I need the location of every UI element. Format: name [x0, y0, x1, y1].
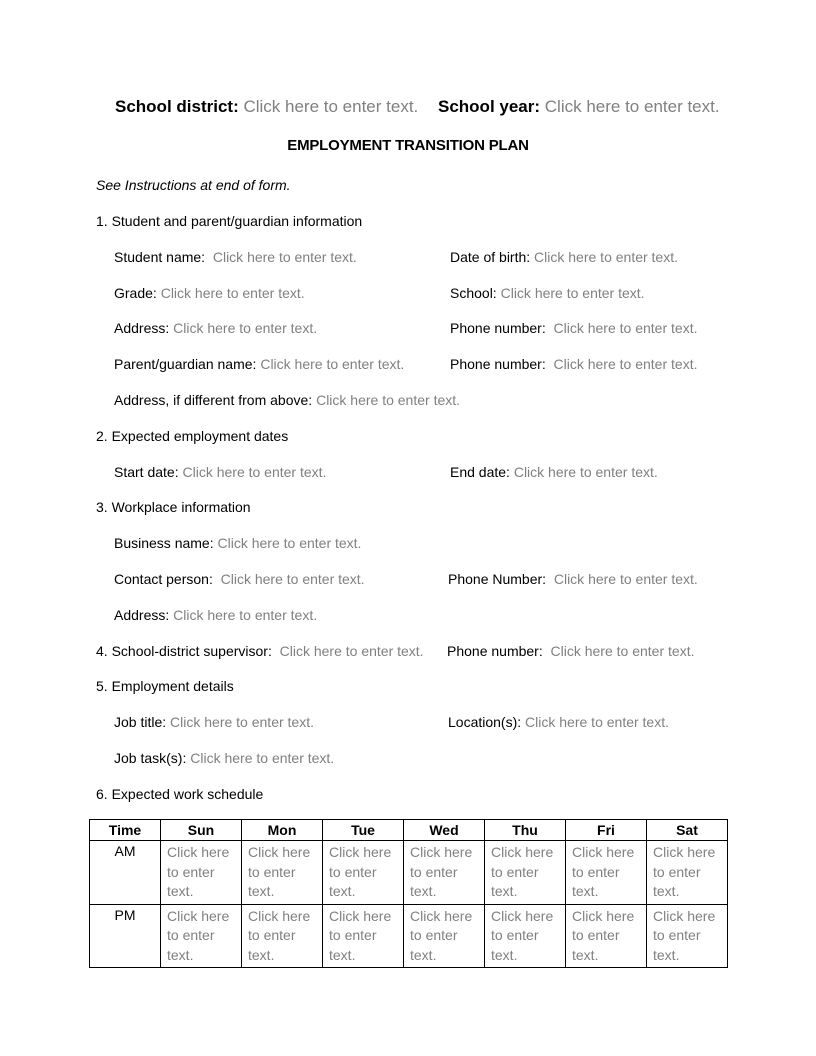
- contact-person-field[interactable]: Click here to enter text.: [220, 571, 365, 587]
- student-name-field[interactable]: Click here to enter text.: [212, 249, 357, 265]
- am-thu-cell[interactable]: [485, 841, 566, 905]
- job-tasks-label: Job task(s):: [114, 750, 187, 766]
- row-header-pm: PM: [90, 904, 161, 968]
- form-title: EMPLOYMENT TRANSITION PLAN: [287, 137, 529, 154]
- address-field[interactable]: Click here to enter text.: [173, 320, 318, 336]
- job-tasks-row: [114, 750, 334, 766]
- job-title-field[interactable]: Click here to enter text.: [170, 714, 314, 730]
- schedule-row-pm: [90, 904, 728, 968]
- school-year-line: [438, 97, 720, 117]
- pm-wed-field[interactable]: Click here to enter text.: [410, 907, 473, 963]
- phone-label: Phone number:: [450, 320, 546, 336]
- schedule-header-row: [90, 820, 728, 841]
- alt-address-row: [114, 392, 460, 408]
- address-row: [114, 320, 317, 336]
- business-name-row: [114, 535, 361, 551]
- job-tasks-field[interactable]: Click here to enter text.: [190, 750, 335, 766]
- pm-thu-cell[interactable]: [485, 904, 566, 968]
- supervisor-row: [96, 643, 424, 659]
- school-district-field[interactable]: Click here to enter text.: [243, 97, 419, 116]
- business-name-field[interactable]: Click here to enter text.: [217, 535, 362, 551]
- dob-label: Date of birth:: [450, 249, 531, 265]
- phone-row: [450, 320, 697, 336]
- student-name-label: Student name:: [114, 249, 206, 265]
- grade-label: Grade:: [114, 285, 157, 301]
- am-wed-cell[interactable]: [404, 841, 485, 905]
- parent-name-field[interactable]: Click here to enter text.: [260, 356, 405, 372]
- am-thu-field[interactable]: Click here to enter text.: [491, 844, 554, 899]
- pm-tue-cell[interactable]: [323, 904, 404, 968]
- end-date-label: End date:: [450, 464, 510, 480]
- am-tue-cell[interactable]: [323, 841, 404, 905]
- am-sun-cell[interactable]: [161, 841, 242, 905]
- address-label: Address:: [114, 320, 170, 336]
- section1-heading: 1. Student and parent/guardian information: [96, 213, 363, 229]
- am-tue-field[interactable]: Click here to enter text.: [329, 844, 392, 899]
- am-sun-field[interactable]: Click here to enter text.: [167, 844, 230, 899]
- location-field[interactable]: Click here to enter text.: [525, 714, 669, 730]
- am-mon-cell[interactable]: [242, 841, 323, 905]
- location-row: [448, 714, 669, 730]
- am-wed-field[interactable]: Click here to enter text.: [410, 844, 473, 899]
- schedule-row-am: [90, 841, 728, 905]
- col-header-fri: Fri: [566, 820, 647, 841]
- parent-phone-row: [450, 356, 697, 372]
- dob-field[interactable]: Click here to enter text.: [534, 249, 678, 265]
- school-year-field[interactable]: Click here to enter text.: [544, 97, 720, 116]
- am-fri-field[interactable]: Click here to enter text.: [572, 844, 635, 899]
- pm-thu-field[interactable]: Click here to enter text.: [491, 907, 554, 963]
- workplace-phone-row: [448, 571, 698, 587]
- col-header-sat: Sat: [647, 820, 728, 841]
- dob-row: [450, 249, 678, 265]
- parent-phone-label: Phone number:: [450, 356, 546, 372]
- section2-heading: 2. Expected employment dates: [96, 428, 289, 444]
- pm-fri-cell[interactable]: [566, 904, 647, 968]
- start-date-field[interactable]: Click here to enter text.: [182, 464, 327, 480]
- pm-fri-field[interactable]: Click here to enter text.: [572, 907, 635, 963]
- supervisor-phone-row: [447, 643, 694, 659]
- grade-field[interactable]: Click here to enter text.: [160, 285, 305, 301]
- pm-sun-cell[interactable]: [161, 904, 242, 968]
- pm-wed-cell[interactable]: [404, 904, 485, 968]
- school-district-label: School district:: [115, 97, 239, 116]
- pm-sat-field[interactable]: Click here to enter text.: [653, 907, 716, 963]
- col-header-mon: Mon: [242, 820, 323, 841]
- pm-sun-field[interactable]: Click here to enter text.: [167, 907, 230, 963]
- instructions-note: See Instructions at end of form.: [96, 177, 291, 193]
- col-header-thu: Thu: [485, 820, 566, 841]
- col-header-tue: Tue: [323, 820, 404, 841]
- start-date-row: [114, 464, 326, 480]
- col-header-wed: Wed: [404, 820, 485, 841]
- end-date-row: [450, 464, 658, 480]
- contact-person-row: [114, 571, 365, 587]
- col-header-time: Time: [90, 820, 161, 841]
- workplace-address-row: [114, 607, 317, 623]
- col-header-sun: Sun: [161, 820, 242, 841]
- contact-person-label: Contact person:: [114, 571, 213, 587]
- workplace-address-field[interactable]: Click here to enter text.: [173, 607, 318, 623]
- am-fri-cell[interactable]: [566, 841, 647, 905]
- start-date-label: Start date:: [114, 464, 179, 480]
- parent-name-row: [114, 356, 404, 372]
- supervisor-label: 4. School-district supervisor:: [96, 643, 272, 659]
- section5-heading: 5. Employment details: [96, 678, 234, 694]
- workplace-phone-field[interactable]: Click here to enter text.: [553, 571, 698, 587]
- job-title-row: [114, 714, 314, 730]
- student-name-row: [114, 249, 357, 265]
- row-header-am: AM: [90, 841, 161, 905]
- pm-tue-field[interactable]: Click here to enter text.: [329, 907, 392, 963]
- end-date-field[interactable]: Click here to enter text.: [513, 464, 658, 480]
- school-year-label: School year:: [438, 97, 541, 116]
- alt-address-field[interactable]: Click here to enter text.: [316, 392, 461, 408]
- pm-mon-cell[interactable]: [242, 904, 323, 968]
- school-row: [450, 285, 645, 301]
- supervisor-field[interactable]: Click here to enter text.: [279, 643, 424, 659]
- pm-sat-cell[interactable]: [647, 904, 728, 968]
- school-field[interactable]: Click here to enter text.: [500, 285, 645, 301]
- supervisor-phone-label: Phone number:: [447, 643, 543, 659]
- am-sat-field[interactable]: Click here to enter text.: [653, 844, 716, 899]
- workplace-address-label: Address:: [114, 607, 170, 623]
- school-label: School:: [450, 285, 497, 301]
- phone-field[interactable]: Click here to enter text.: [553, 320, 698, 336]
- business-name-label: Business name:: [114, 535, 214, 551]
- alt-address-label: Address, if different from above:: [114, 392, 313, 408]
- parent-phone-field[interactable]: Click here to enter text.: [553, 356, 698, 372]
- parent-name-label: Parent/guardian name:: [114, 356, 257, 372]
- grade-row: [114, 285, 305, 301]
- pm-mon-field[interactable]: Click here to enter text.: [248, 907, 311, 963]
- location-label: Location(s):: [448, 714, 522, 730]
- supervisor-phone-field[interactable]: Click here to enter text.: [550, 643, 695, 659]
- section3-heading: 3. Workplace information: [96, 499, 251, 515]
- workplace-phone-label: Phone Number:: [448, 571, 547, 587]
- job-title-label: Job title:: [114, 714, 167, 730]
- am-mon-field[interactable]: Click here to enter text.: [248, 844, 311, 899]
- section6-heading: 6. Expected work schedule: [96, 786, 264, 802]
- am-sat-cell[interactable]: [647, 841, 728, 905]
- school-district-line: [115, 97, 418, 117]
- work-schedule-table: [89, 819, 728, 968]
